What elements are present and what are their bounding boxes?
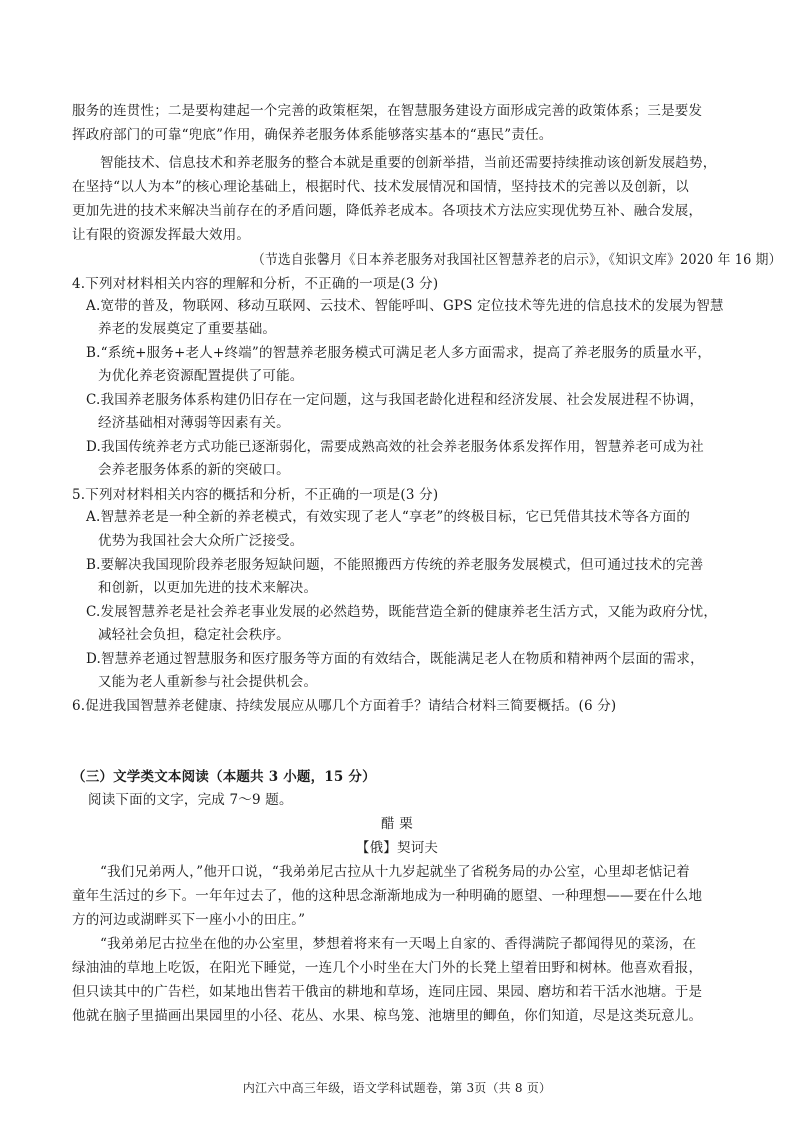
question-5-stem: 5.下列对材料相关内容的概括和分析，不正确的一项是(3 分) (72, 487, 439, 503)
q4-option-d: D.我国传统养老方式功能已逐渐弱化，需要成熟高效的社会养老服务体系发挥作用，智慧养老可成为社 (86, 439, 704, 455)
passage-line: 在坚持“以人为本”的核心理论基础上，根据时代、技术发展情况和国情，坚持技术的完善以及创新，以 (72, 179, 690, 195)
passage-line: 服务的连贯性；二是要构建起一个完善的政策框架，在智慧服务建设方面形成完善的政策体系；三是要发 (72, 103, 703, 119)
q4-option-b-cont: 为优化养老资源配置提供了可能。 (98, 368, 304, 384)
passage-line: 智能技术、信息技术和养老服务的整合本就是重要的创新举措，当前还需要持续推动该创新发展趋势， (100, 155, 717, 171)
story-paragraph-line: 绿油油的草地上吃饭，在阳光下睡觉，一连几个小时坐在大门外的长凳上望着田野和树林。他喜欢看报， (72, 960, 703, 976)
q4-option-b: B.“系统+服务+老人+终端”的智慧养老服务模式可满足老人多方面需求，提高了养老服务的质量水平， (86, 345, 712, 361)
q5-option-d: D.智慧养老通过智慧服务和医疗服务等方面的有效结合，既能满足老人在物质和精神两个层面的需求， (86, 651, 704, 667)
story-paragraph-line: 童年生活过的乡下。一年年过去了，他的这种思念渐渐地成为一种明确的愿望、一种理想——要在什么地 (72, 888, 703, 904)
page-footer: 内江六中高三年级，语文学科试题卷，第 3页（共 8 页） (242, 1081, 552, 1095)
question-6-stem: 6.促进我国智慧养老健康、持续发展应从哪几个方面着手？请结合材料三简要概括。(6 分) (72, 698, 617, 714)
passage-line: 让有限的资源发挥最大效用。 (72, 227, 251, 243)
q5-option-c-cont: 减轻社会负担，稳定社会秩序。 (98, 627, 290, 643)
source-citation: （节选自张馨月《日本养老服务对我国社区智慧养老的启示》，《知识文库》2020 年 16 期） (252, 252, 782, 268)
q5-option-c: C.发展智慧养老是社会养老事业发展的必然趋势，既能营造全新的健康养老生活方式，又能为政府分忧， (86, 604, 718, 620)
story-paragraph-line: 但只读其中的广告栏，如某地出售若干俄亩的耕地和草场，连同庄园、果园、磨坊和若干活水池塘。于是 (72, 984, 703, 1000)
story-paragraph-line: 方的河边或湖畔买下一座小小的田庄。” (72, 912, 306, 928)
q5-option-d-cont: 又能为老人重新参与社会提供机会。 (98, 674, 318, 690)
q4-option-a-cont: 养老的发展奠定了重要基础。 (98, 321, 277, 337)
q5-option-a-cont: 优势为我国社会大众所广泛接受。 (98, 533, 304, 549)
q5-option-b-cont: 和创新，以更加先进的技术来解决。 (98, 580, 318, 596)
section-3-instruction: 阅读下面的文字，完成 7～9 题。 (88, 792, 293, 808)
passage-line: 更加先进的技术来解决当前存在的矛盾问题，降低养老成本。各项技术方法应实现优势互补、融合发展， (72, 203, 703, 219)
story-title: 醋 栗 (381, 816, 413, 832)
q4-option-d-cont: 会养老服务体系的新的突破口。 (98, 462, 290, 478)
q4-option-c-cont: 经济基础相对薄弱等因素有关。 (98, 415, 290, 431)
story-paragraph-line: “我们兄弟两人，”他开口说，“我弟弟尼古拉从十九岁起就坐了省税务局的办公室，心里却老惦记着 (100, 864, 690, 880)
story-paragraph-line: “我弟弟尼古拉坐在他的办公室里，梦想着将来有一天喝上自家的、香得满院子都闻得见的菜汤，在 (100, 936, 697, 952)
q5-option-a: A.智慧养老是一种全新的养老模式，有效实现了老人“享老”的终极目标，它已凭借其技术等各方面的 (86, 509, 691, 525)
q4-option-c: C.我国养老服务体系构建仍旧存在一定问题，这与我国老龄化进程和经济发展、社会发展进程不协调， (86, 392, 704, 408)
story-paragraph-line: 他就在脑子里描画出果园里的小径、花丛、水果、椋鸟笼、池塘里的鲫鱼，你们知道，尽是这类玩意儿。 (72, 1008, 703, 1024)
q4-option-a: A.宽带的普及，物联网、移动互联网、云技术、智能呼叫、GPS 定位技术等先进的信息技术的发展为智慧 (86, 298, 724, 314)
story-author: 【俄】契诃夫 (355, 840, 439, 856)
q5-option-b: B.要解决我国现阶段养老服务短缺问题，不能照搬西方传统的养老服务发展模式，但可通过技术的完善 (86, 557, 704, 573)
section-3-heading: （三）文学类文本阅读（本题共 3 小题，15 分） (72, 769, 376, 785)
question-4-stem: 4.下列对材料相关内容的理解和分析，不正确的一项是(3 分) (72, 276, 439, 292)
passage-line: 挥政府部门的可靠“兜底”作用，确保养老服务体系能够落实基本的“惠民”责任。 (72, 127, 553, 143)
